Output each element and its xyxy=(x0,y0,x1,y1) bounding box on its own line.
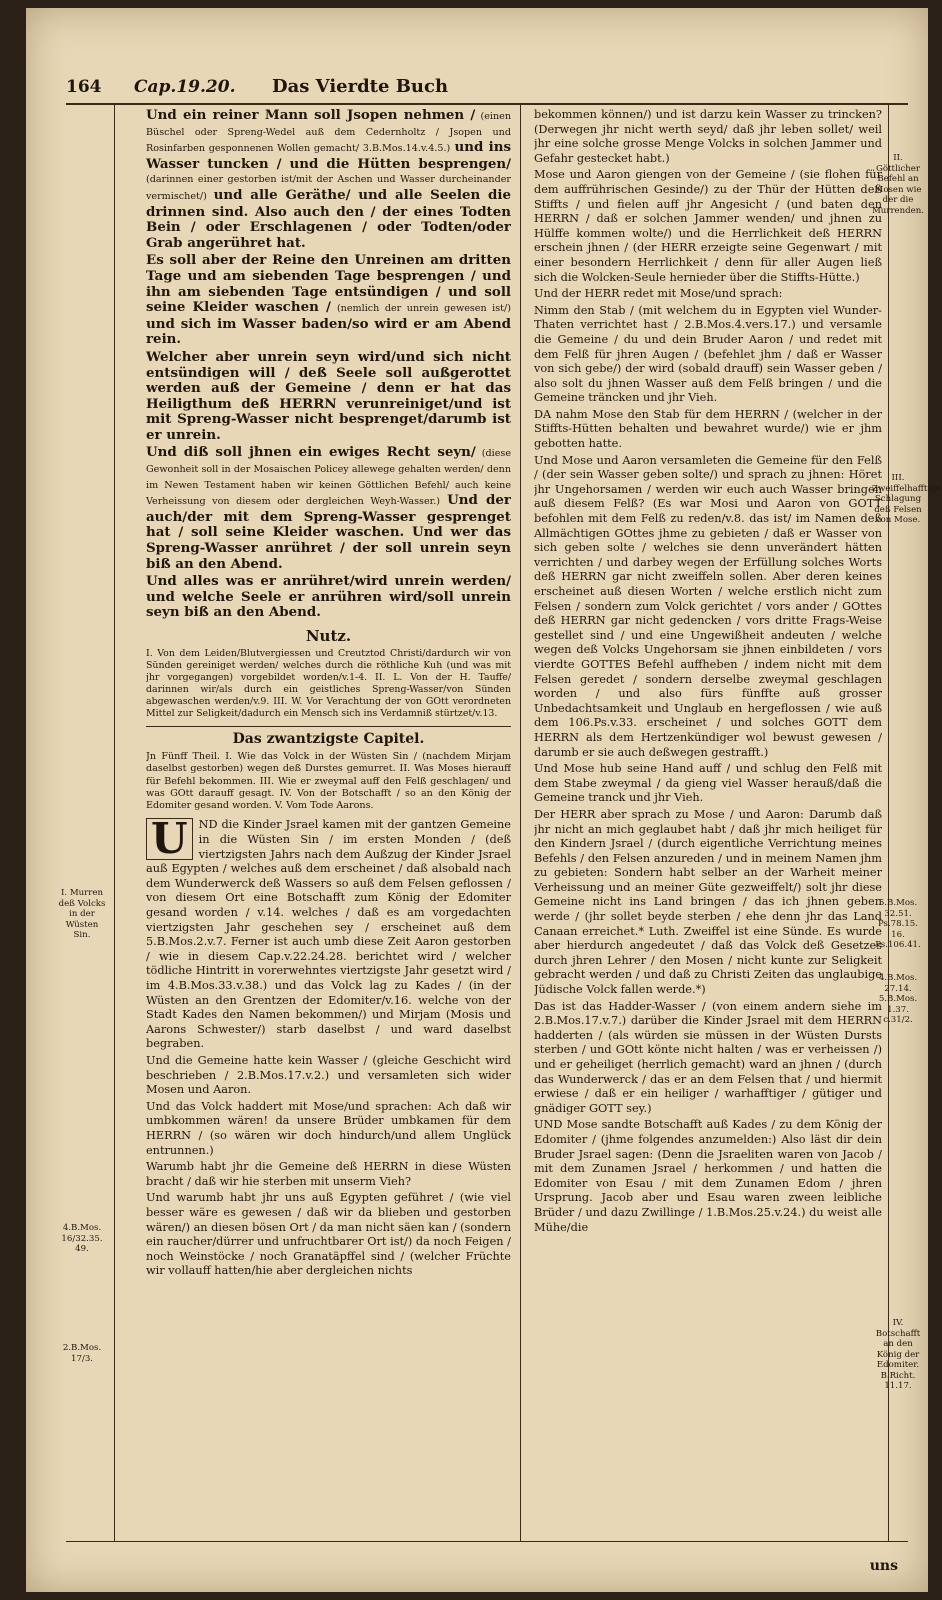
verse-19: Es soll aber der Reine den Unreinen am dritten Tage und am siebenden Tage besprengen / und ihn am siebenden Tage entsündigen / und soll seine Kleider waschen / (nemlich der unrein gewesen ist/) und sich im Wasser baden/so wird er am Abend rein. xyxy=(146,252,511,348)
left-margin-rule xyxy=(114,103,115,1542)
left-column xyxy=(146,108,511,1548)
column-divider xyxy=(520,103,521,1542)
page-number: 164 xyxy=(66,77,102,97)
footer-rule xyxy=(66,1541,908,1542)
right-column xyxy=(534,108,882,1548)
verse-12: Der HERR aber sprach zu Mose / und Aaron: Darumb daß jhr nicht an mich geglaubet habt / daß jhr mich heiliget für den Kindern Jsrael / (durch eigentliche Verrichtung meines Befehls / den Felsen anzureden / und in meinem Namen jhm zu gebieten: Sondern habt selber an der Warheit meiner Verheissung und an meiner Güte gezweiffelt/) solt jhr diese Gemeine nicht ins Land bringen / das ich jhnen geben werde / (jhr sollet beyde sterben / ehe denn jhr das Land Canaan erreichet.* Luth. Zweiffel ist eine Sünde. Es wurde aber hierdurch angedeutet / daß das Volck deß Gesetzes durch jhren Lehrer / den Mosen / nicht kunte zur Seligkeit gebracht werden / und daß zu Christi Zeiten das unglaubige Jüdische Volck fallen werde.*) xyxy=(534,807,882,997)
verse-11: Und Mose hub seine Hand auff / und schlug den Felß mit dem Stabe zweymal / da gieng viel Wasser herauß/daß die Gemeine tranck und jhr Vieh. xyxy=(534,762,882,805)
chapter-summary: Jn Fünff Theil. I. Wie das Volck in der Wüsten Sin / (nachdem Mirjam daselbst gestorben) wegen deß Durstes gemurret. II. Was Moses hierauff für Befehl bekommen. III. Wie er zweymal auff den Felß geschlagen/ und was GOtt darauff gesagt. IV. Von der Botschafft / so an den König der Edomiter gesand worden. V. Vom Tode Aarons. xyxy=(146,751,511,812)
margin-note-right-1: II. Göttlicher Befehl an Mosen wie der die Murrenden. xyxy=(872,153,925,216)
verse-9: DA nahm Mose den Stab für dem HERRN / (welcher in der Stiffts-Hütten behalten und bewahret wurde/) wie er jhm gebotten hatte. xyxy=(534,407,882,451)
verse-5: Und warumb habt jhr uns auß Egypten geführet / (wie viel besser wäre es gewesen / daß wir da blieben und gestorben wären/) an diesen bösen Ort / da man nicht säen kan / (sondern ein raucher/dürrer und unfruchtbarer Ort ist/) da noch Feigen / noch Weinstöcke / noch Granatäpffel sind / (welcher Früchte wir vollauff hatten/hie aber dergleichen nichts xyxy=(146,1191,511,1278)
margin-note-right-4: 4.B.Mos. 27.14. 5.B.Mos. 1.37. c.31/2. xyxy=(878,973,918,1025)
verse-13: Das ist das Hadder-Wasser / (von einem andern siehe im 2.B.Mos.17.v.7.) darüber die Kinder Jsrael mit dem HERRN hadderten / (als würden sie müssen in der Wüsten Dursts sterben / und GOtt könte nicht halten / was er verheissen /) und er geheiliget (herrlich gemacht) ward an jhnen / (durch das Wunderwerck / das er an dem Felsen that / und hiermit erwiese / daß er ein heiliger / warhafftiger / gütiger und gnädiger GOTT sey.) xyxy=(534,999,882,1115)
margin-note-left-1: I. Murren deß Volcks in der Wüsten Sin. xyxy=(58,888,106,940)
verse-1: U ND die Kinder Jsrael kamen mit der gantzen Gemeine in die Wüsten Sin / im ersten Monden / (deß viertzigsten Jahrs nach dem Außzug der Kinder Jsrael auß Egypten / welches auß dem erscheinet / daß alsobald nach dem Wunderwerck deß Wassers so auß dem Felsen geflossen / von diesem Ort eine Botschafft zum König der Edomiter gesand worden / v.14. welches / daß es am vorgedachten viertzigsten Jahr geschehen sey / erscheinet auß dem 5.B.Mos.2.v.7. Ferner ist auch umb diese Zeit Aaron gestorben / wie in diesem Cap.v.22.24.28. berichtet wird / welcher tödliche Hintritt in vorerwehntes viertzigste Jahr gesetzt wird / im 4.B.Mos.33.v.38.) und das Volck lag zu Kades / (in der Wüsten an den Grentzen der Edomiter/v.16. welche von der Stadt Kades den Namen bekommen/) und Mirjam (Mosis und Aarons Schwester/) starb daselbst / und ward daselbst begraben. xyxy=(146,814,511,1051)
book-page xyxy=(26,8,941,1592)
verse-2: Und die Gemeine hatte kein Wasser / (gleiche Geschicht wird beschrieben / 2.B.Mos.17.v.2.) und versamleten sich wider Mosen und Aaron. xyxy=(146,1053,511,1097)
verse-8: Nimm den Stab / (mit welchem du in Egypten viel Wunder-Thaten verrichtet hast / 2.B.Mos.4.vers.17.) und versamle die Gemeine / du und dein Bruder Aaron / und redet mit dem Felß für jhren Augen / (befehlet jhm / daß er Wasser von sich gebe/) der wird (sobald drauff) sein Wasser geben / also solt du jhnen Wasser auß dem Felß bringen / und die Gemeine träncken und jhr Vieh. xyxy=(534,303,882,405)
verse-5-cont: bekommen können/) und ist darzu kein Wasser zu trincken? (Derwegen jhr nicht werth seyd/ daß jhr leben sollet/ weil jhr eine solche grosse Menge Volcks in solchen Jammer und Gefahr gestecket habt.) xyxy=(534,108,882,165)
book-title: Das Vierdte Buch xyxy=(272,76,449,97)
drop-initial: U xyxy=(146,818,193,860)
verse-20: Welcher aber unrein seyn wird/und sich nicht entsündigen will / deß Seele soll außgerottet werden auß der Gemeine / denn er hat das Heiligthum deß HERRN verunreiniget/und ist mit Spreng-Wasser nicht besprenget/darumb ist er unrein. xyxy=(146,348,511,443)
margin-note-right-2: III. Zweiffelhafftige Schlagung deß Felsen von Mose. xyxy=(872,473,941,525)
chapter-reference: Cap.19.20. xyxy=(134,77,236,97)
verse-4: Warumb habt jhr die Gemeine deß HERRN in diese Wüsten bracht / daß wir hie sterben mit unserm Vieh? xyxy=(146,1160,511,1188)
chapter-heading: Das zwantzigste Capitel. xyxy=(146,726,511,747)
catchword: uns xyxy=(869,1558,898,1574)
verse-3: Und das Volck haddert mit Mose/und sprachen: Ach daß wir umbkommen wären! da unsere Brüder umbkamen für dem HERRN / (so wären wir doch hindurch/und allem Unglück entrunnen.) xyxy=(146,1099,511,1157)
page-header xyxy=(66,76,908,102)
verse-7: Und der HERR redet mit Mose/und sprach: xyxy=(534,287,783,301)
margin-note-left-3: 2.B.Mos. 17/3. xyxy=(62,1343,102,1364)
header-rule xyxy=(66,103,908,105)
margin-note-right-3: 5.B.Mos. 32.51. Ps.78.15. 16. Ps.106.41. xyxy=(875,898,921,950)
verse-21: Und diß soll jhnen ein ewiges Recht seyn/ (diese Gewonheit soll in der Mosaischen Policey allewege gehalten werden/ denn im Newen Testament haben wir keinen Göttlichen Befehl/ auch keine Verheissung von diesem oder dergleichen Weyh-Wasser.) Und der auch/der mit dem Spreng-Wasser gesprenget hat / soll seine Kleider waschen. Und wer das Spreng-Wasser anrühret / der soll unrein seyn biß an den Abend. xyxy=(146,444,511,572)
nutz-heading: Nutz. xyxy=(305,627,352,645)
margin-note-right-5: IV. Botschafft an den König der Edomiter. B.Richt. 11.17. xyxy=(875,1318,921,1391)
verse-10: Und Mose und Aaron versamleten die Gemeine für den Felß / (der sein Wasser geben solte/) und sprach zu jhnen: Höret jhr Ungehorsamen / werden wir euch auch Wasser bringen auß diesem Felß? (Es war Mosi und Aaron von GOTT befohlen mit dem Felß zu reden/v.8. das ist/ im Namen deß Allmächtigen GOttes jhme zu gebieten / daß er Wasser von sich geben solte / welches sie denn unverändert hätten verrichten / und darbey wegen der Erfüllung solches Worts deß HERRN gar nicht zweiffeln sollen. Aber deren keines erscheinet auß diesen Worten / welche erstlich nicht zum Felsen / sondern zum Volck gerichtet / vors ander / GOttes deß HERRN gar nicht gedencken / vors dritte Frags-Weise gestellet sind / und eine Ungewißheit andeuten / welche wegen deß Volcks Ungehorsam sie jhnen einbildeten / vors vierdte GOTTES Befehl auffheben / indem nicht mit dem Felsen geredet / sondern derselbe zweymal geschlagen worden / und also fürs fünffte auß grosser Unbedachtsamkeit und Unglaub en hergeflossen / wie auß dem 106.Ps.v.33. erscheinet / und solches GOTT dem HERRN als dem Hertzenkündiger wol bewust gewesen / darumb er sie auch deßwegen gestrafft.) xyxy=(534,453,882,759)
verse-22: Und alles was er anrühret/wird unrein werden/ und welche Seele er anrühren wird/soll unrein seyn biß an den Abend. xyxy=(146,573,511,621)
verse-14: UND Mose sandte Botschafft auß Kades / zu dem König der Edomiter / (jhme folgendes anzumelden:) Also läst dir dein Bruder Jsrael sagen: (Denn die Jsraeliten waren von Jacob / mit dem Zunamen Jsrael / herkommen / und hatten die Edomiter von Esau / mit dem Zunamen Edom / jhren Ursprung. Jacob aber und Esau waren zween leibliche Brüder / und dazu Zwillinge / 1.B.Mos.25.v.24.) du weist alle Mühe/die xyxy=(534,1118,882,1234)
nutz-text: I. Von dem Leiden/Blutvergiessen und Creutztod Christi/dardurch wir von Sünden gereiniget werden/ welches durch die röthliche Kuh (und was mit jhr vorgegangen) vorgebildet worden/v.1-4. II. L. Von der H. Tauffe/ darinnen wir/als durch ein geistliches Spreng-Wasser/von Sünden abgewaschen werden/v.9. III. W. Vor Verachtung der von GOtt verordneten Mittel zur Seligkeit/dadurch ein Mensch sich ins Verdamniß stürtzet/v.13. xyxy=(146,648,511,719)
verse-6: Mose und Aaron giengen von der Gemeine / (sie flohen für dem auffrührischen Gesinde/) zu der Thür der Hütten deß Stiffts / und fielen auff jhr Angesicht / (und baten den HERRN / daß er solchen Jammer wenden/ und jhnen zu Hülffe kommen wolte/) und die Herrlichkeit deß HERRN erschein jhnen / (der HERR erzeigte seine Gegenwart / mit einer besondern Herrlichkeit / denn für aller Augen ließ sich die Wolcken-Seule hernieder über die Stiffts-Hütte.) xyxy=(534,168,882,284)
margin-note-left-2: 4.B.Mos. 16/32.35. 49. xyxy=(61,1223,103,1254)
verse-18: Und ein reiner Mann soll Jsopen nehmen / (einen Büschel oder Spreng-Wedel auß dem Cedernholtz / Jsopen und Rosinfarben gesponnenen Wollen gemacht/ 3.B.Mos.14.v.4.5.) und ins Wasser tuncken / und die Hütten besprengen/ (darinnen einer gestorben ist/mit der Aschen und Wasser durcheinander vermischet/) und alle Geräthe/ und alle Seelen die drinnen sind. Also auch den / der eines Todten Bein / oder Erschlagenen / oder Todten/oder Grab angerühret hat. xyxy=(146,108,511,251)
